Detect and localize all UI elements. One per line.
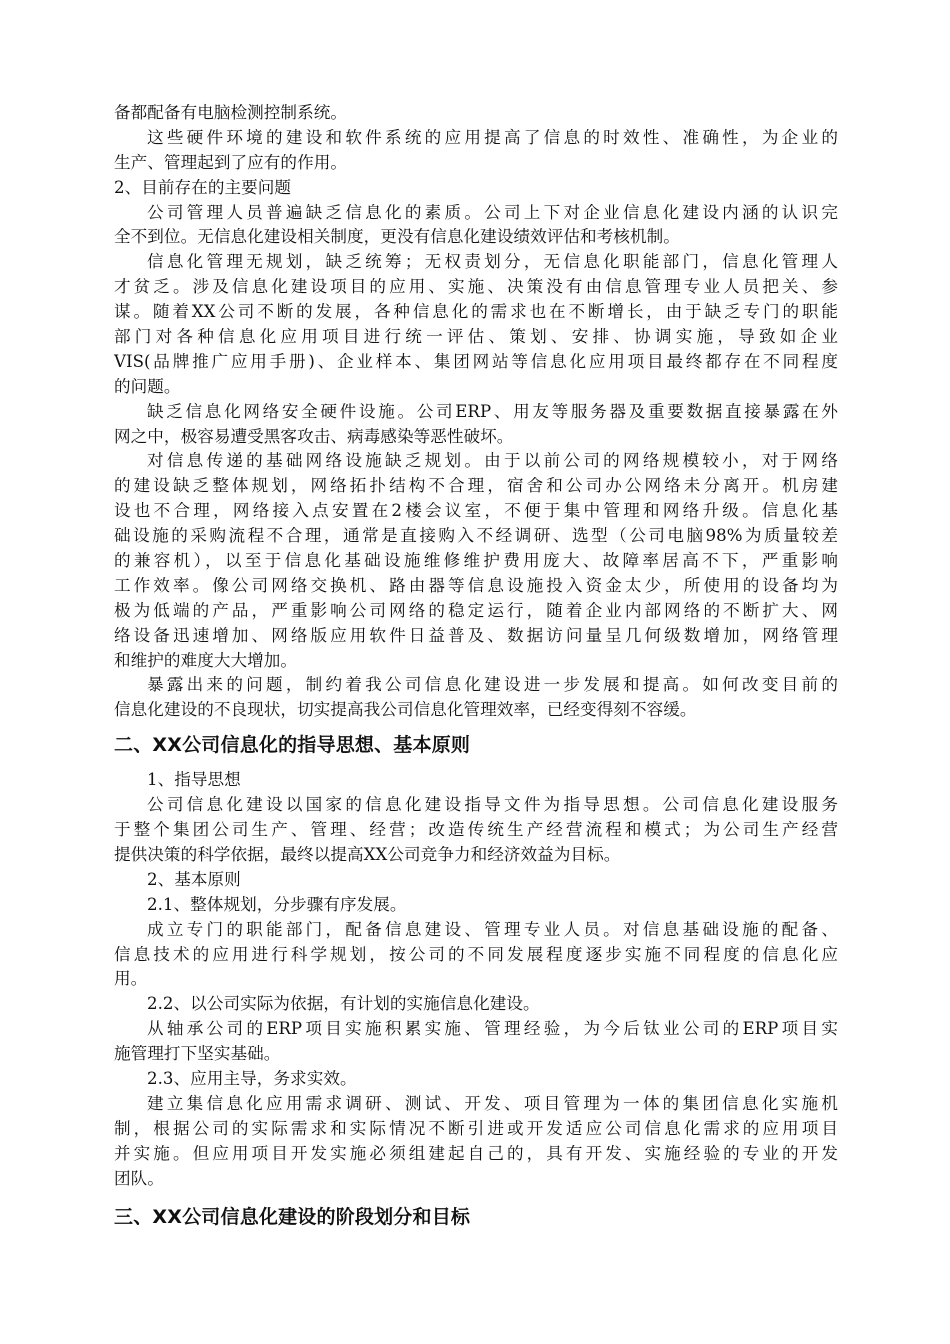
text-line: 这些硬件环境的建设和软件系统的应用提高了信息的时效性、准确性，为企业的 xyxy=(147,127,838,147)
text-line: 从轴承公司的ERP项目实施积累实施、管理经验，为今后钛业公司的ERP项目实 xyxy=(147,1019,838,1039)
text-line: 工作效率。像公司网络交换机、路由器等信息设施投入资金太少，所使用的设备均为 xyxy=(114,575,838,595)
document-body xyxy=(114,101,838,1232)
text-line: 用。 xyxy=(114,969,148,989)
text-line: 的建设缺乏整体规划，网络拓扑结构不合理，宿舍和公司办公网络未分离开。机房建 xyxy=(114,476,838,496)
text-line: 部门对各种信息化应用项目进行统一评估、策划、安排、协调实施，导致如企业 xyxy=(114,327,838,347)
text-line: 极为低端的产品，严重影响公司网络的稳定运行，随着企业内部网络的不断扩大、网 xyxy=(114,600,838,620)
subsection-heading: 2.3、应用主导，务求实效。 xyxy=(147,1068,357,1088)
text-line: 于整个集团公司生产、管理、经营；改造传统生产经营流程和模式；为公司生产经营 xyxy=(114,820,838,840)
text-line: 制，根据公司的实际需求和实际情况不断引进或开发适应公司信息化需求的应用项目 xyxy=(114,1118,838,1138)
subsection-heading: 1、指导思想 xyxy=(147,770,241,790)
text-line: 并实施。但应用项目开发实施必须组建起自己的，具有开发、实施经验的专业的开发 xyxy=(114,1143,838,1163)
text-line: 的问题。 xyxy=(114,376,181,396)
text-line: 信息技术的应用进行科学规划，按公司的不同发展程度逐步实施不同程度的信息化应 xyxy=(114,944,838,964)
text-line: 网之中，极容易遭受黑客攻击、病毒感染等恶性破坏。 xyxy=(114,426,514,446)
subsection-heading: 2.2、以公司实际为依据，有计划的实施信息化建设。 xyxy=(147,994,540,1014)
text-line: 设也不合理，网络接入点安置在2楼会议室，不便于集中管理和网络升级。信息化基 xyxy=(114,501,838,521)
text-line: 才贫乏。涉及信息化建设项目的应用、实施、决策没有由信息管理专业人员把关、参 xyxy=(114,277,838,297)
text-line: VIS(品牌推广应用手册)、企业样本、集团网站等信息化应用项目最终都存在不同程度 xyxy=(114,351,838,371)
text-line: 提供决策的科学依据，最终以提高XX公司竞争力和经济效益为目标。 xyxy=(114,844,621,864)
text-line: 础设施的采购流程不合理，通常是直接购入不经调研、选型（公司电脑98%为质量较差 xyxy=(114,526,838,546)
text-line: 备都配备有电脑检测控制系统。 xyxy=(114,103,348,122)
text-line: 建立集信息化应用需求调研、测试、开发、项目管理为一体的集团信息化实施机 xyxy=(147,1093,838,1113)
text-line: 和维护的难度大大增加。 xyxy=(114,650,298,670)
text-line: 生产、管理起到了应有的作用。 xyxy=(114,152,348,172)
text-line: 的兼容机），以至于信息化基础设施维修维护费用庞大、故障率居高不下，严重影响 xyxy=(114,551,838,571)
text-line: 公司信息化建设以国家的信息化建设指导文件为指导思想。公司信息化建设服务 xyxy=(147,795,838,815)
text-line: 缺乏信息化网络安全硬件设施。公司ERP、用友等服务器及重要数据直接暴露在外 xyxy=(147,401,838,421)
text-line: 成立专门的职能部门，配备信息建设、管理专业人员。对信息基础设施的配备、 xyxy=(147,919,838,939)
text-line: 公司管理人员普遍缺乏信息化的素质。公司上下对企业信息化建设内涵的认识完 xyxy=(147,202,838,222)
text-line: 全不到位。无信息化建设相关制度，更没有信息化建设绩效评估和考核机制。 xyxy=(114,227,680,247)
section-heading: 三、XX公司信息化建设的阶段划分和目标 xyxy=(114,1206,471,1229)
text-line: 信息化建设的不良现状，切实提高我公司信息化管理效率，已经变得刻不容缓。 xyxy=(114,700,697,720)
subsection-heading: 2.1、整体规划，分步骤有序发展。 xyxy=(147,894,407,914)
text-line: 络设备迅速增加、网络版应用软件日益普及、数据访问量呈几何级数增加，网络管理 xyxy=(114,625,838,645)
text-line: 施管理打下坚实基础。 xyxy=(114,1044,281,1064)
text-line: 团队。 xyxy=(114,1168,164,1188)
text-line: 对信息传递的基础网络设施缺乏规划。由于以前公司的网络规模较小，对于网络 xyxy=(147,451,838,471)
text-line: 谋。随着XX公司不断的发展，各种信息化的需求也在不断增长，由于缺乏专门的职能 xyxy=(114,302,838,322)
subsection-heading: 2、目前存在的主要问题 xyxy=(114,177,292,197)
text-line: 信息化管理无规划，缺乏统筹；无权责划分，无信息化职能部门，信息化管理人 xyxy=(147,252,838,272)
text-line: 暴露出来的问题，制约着我公司信息化建设进一步发展和提高。如何改变目前的 xyxy=(147,675,838,695)
section-heading: 二、XX公司信息化的指导思想、基本原则 xyxy=(114,734,471,757)
subsection-heading: 2、基本原则 xyxy=(147,869,241,889)
